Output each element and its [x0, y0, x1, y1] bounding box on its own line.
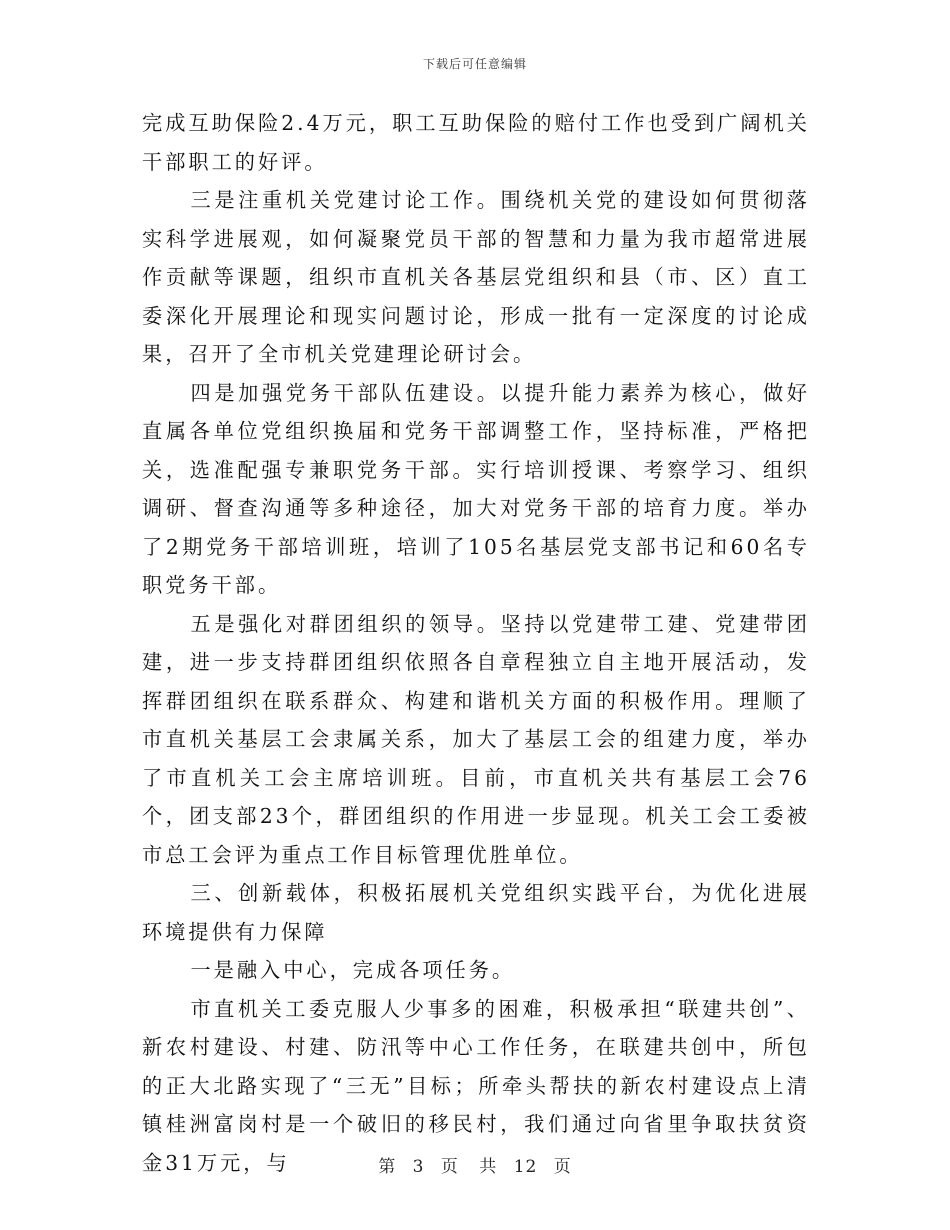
- paragraph-1: 完成互助保险2.4万元，职工互助保险的赔付工作也受到广阔机关干部职工的好评。: [142, 111, 810, 174]
- footer-prefix: 第: [378, 1157, 397, 1177]
- document-body: [142, 104, 810, 1182]
- footer-page-word: 页: [440, 1157, 459, 1177]
- paragraph-2: 三是注重机关党建讨论工作。围绕机关党的建设如何贯彻落实科学进展观，如何凝聚党员干部的智慧和力量为我市超常进展作贡献等课题，组织市直机关各基层党组织和县（市、区）直工委深化开展理论和现实问题讨论，形成一批有一定深度的讨论成果，召开了全市机关党建理论研讨会。: [142, 188, 810, 366]
- footer-suffix: 页: [553, 1157, 572, 1177]
- footer-total-word: 共: [479, 1157, 498, 1177]
- footer-current-page: 3: [412, 1157, 425, 1177]
- paragraph-7: 市直机关工委克服人少事多的困难，积极承担“联建共创”、新农村建设、村建、防汛等中心工作任务，在联建共创中，所包的正大北路实现了“三无”目标；所牵头帮扶的新农村建设点上清镇桂洲富岗村是一个破旧的移民村，我们通过向省里争取扶贫资金31万元，与: [142, 996, 810, 1175]
- paragraph-4: 五是强化对群团组织的领导。坚持以党建带工建、党建带团建，进一步支持群团组织依照各自章程独立自主地开展活动，发挥群团组织在联系群众、构建和谐机关方面的积极作用。理顺了市直机关基层工会隶属关系，加大了基层工会的组建力度，举办了市直机关工会主席培训班。目前，市直机关共有基层工会76个，团支部23个，群团组织的作用进一步显现。机关工会工委被市总工会评为重点工作目标管理优胜单位。: [142, 611, 810, 867]
- paragraph-3: 四是加强党务干部队伍建设。以提升能力素养为核心，做好直属各单位党组织换届和党务干部调整工作，坚持标准，严格把关，选准配强专兼职党务干部。实行培训授课、考察学习、组织调研、督查沟通等多种途径，加大对党务干部的培育力度。举办了2期党务干部培训班，培训了105名基层党支部书记和60名专职党务干部。: [142, 380, 810, 597]
- paragraph-6: 一是融入中心，完成各项任务。: [190, 958, 516, 982]
- page-footer: [0, 1152, 950, 1177]
- page-header-note: 下载后可任意编辑: [422, 57, 527, 71]
- footer-total-pages: 12: [513, 1157, 538, 1177]
- section-heading-3: 三、创新载体，积极拓展机关党组织实践平台，为优化进展环境提供有力保障: [142, 881, 810, 944]
